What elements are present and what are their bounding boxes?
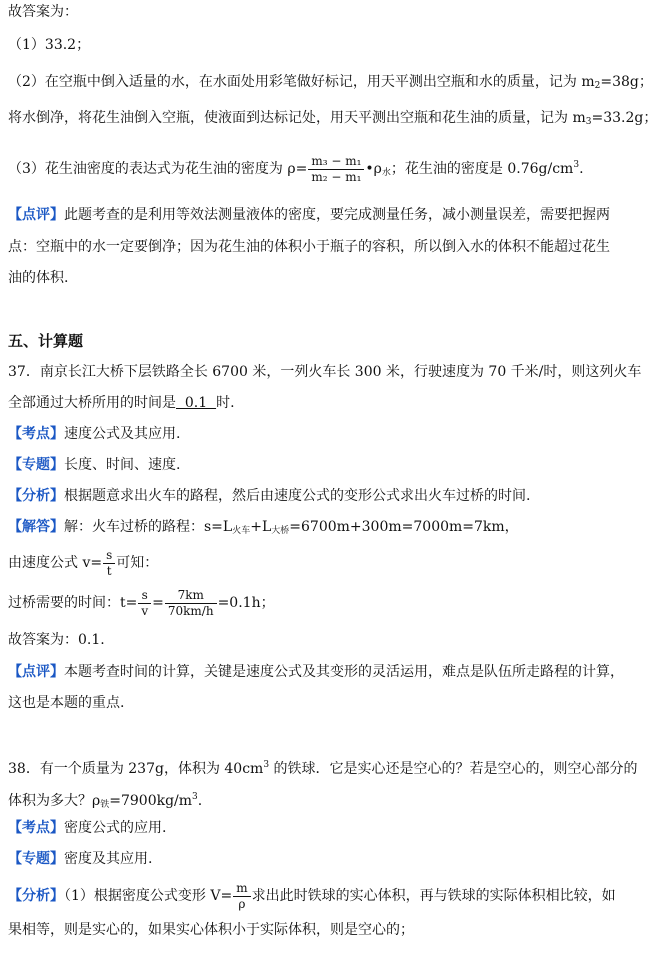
q37-dianping-line2: 这也是本题的重点.	[8, 695, 125, 711]
q37-answer: 故答案为：0.1.	[8, 632, 105, 648]
q37-jieda: 【解答】解：火车过桥的路程：$s=L_{火车}+L_{大桥}=6700m+300m=7000m=7km$，	[8, 519, 519, 536]
q38-fenxi-line1: 【分析】（1）根据密度公式变形 V= $\frac{m}{\rho}$ 求出此时铁球的实心体积，再与铁球的实际体积相比较，如	[8, 880, 616, 911]
answer-intro: 故答案为：	[8, 4, 78, 20]
answer-2-line1: （2）在空瓶中倒入适量的水，在水面处用彩笔做好标记，用天平测出空瓶和水的质量，记为 $m_2=38g$；	[8, 74, 653, 91]
answer-3-formula: （3）花生油密度的表达式为花生油的密度为 ρ= $\frac{\text{m₃ − m₁}}{\text{m₂ − m₁}}$ $•\rho_水$；花生油的密度是 $0.76g/cm^3$.	[8, 153, 584, 184]
comment-line2: 点：空瓶中的水一定要倒净；因为花生油的体积小于瓶子的容积，所以倒入水的体积不能超过花生	[8, 239, 610, 255]
q37-answer-blank: 0.1	[176, 395, 217, 411]
answer-1: （1）33.2；	[8, 37, 91, 53]
q38-kaodian: 【考点】密度公式的应用.	[8, 820, 167, 836]
q37-zhuanti: 【专题】长度、时间、速度.	[8, 457, 181, 473]
q38-zhuanti: 【专题】密度及其应用.	[8, 851, 153, 867]
q38-line2: 体积为多大？$\rho_铁=7900kg/m^3$.	[8, 792, 203, 810]
volume-fraction: $\frac{m}{\rho}$	[233, 881, 250, 912]
q38-fenxi-line2: 果相等，则是实心的，如果实心体积小于实际体积，则是空心的；	[8, 922, 414, 938]
time-fraction-values: $\frac{7km}{70km/h}$	[165, 588, 217, 619]
q37-kaodian: 【考点】速度公式及其应用.	[8, 426, 181, 442]
q38-line1: 38．有一个质量为 237g，体积为 $40cm^3$ 的铁球．它是实心还是空心的？若是空心的，则空心部分的	[8, 760, 638, 777]
time-fraction-symbolic: $\frac{s}{v}$	[138, 588, 151, 619]
section-title: 五、计算题	[8, 332, 84, 350]
q37-line1: 37．南京长江大桥下层铁路全长 6700 米，一列火车长 300 米，行驶速度为 70 千米/时，则这列火车	[8, 364, 642, 380]
q37-speed-formula: 由速度公式 v= $\frac{s}{t}$ 可知：	[8, 547, 159, 578]
q37-dianping-line1: 【点评】本题考查时间的计算，关键是速度公式及其变形的灵活运用，难点是队伍所走路程的计算，	[8, 664, 624, 680]
comment-line3: 油的体积.	[8, 270, 69, 286]
density-fraction: $\frac{\text{m₃ − m₁}}{\text{m₂ − m₁}}$	[308, 154, 364, 185]
answer-2-line2: 将水倒净，将花生油倒入空瓶，使液面到达标记处，用天平测出空瓶和花生油的质量，记为 $m_3=33.2g$；	[8, 110, 657, 127]
q37-line2: 全部通过大桥所用的时间是 0.1 时.	[8, 395, 235, 411]
q37-fenxi: 【分析】根据题意求出火车的路程，然后由速度公式的变形公式求出火车过桥的时间.	[8, 488, 531, 504]
speed-fraction: $\frac{s}{t}$	[103, 548, 115, 579]
q37-time-formula: 过桥需要的时间：t= $\frac{s}{v}$ = $\frac{7km}{70km/h}$ =0.1h；	[8, 587, 275, 618]
comment-line1: 【点评】此题考查的是利用等效法测量液体的密度，要完成测量任务，减小测量误差，需要把握两	[8, 207, 610, 223]
